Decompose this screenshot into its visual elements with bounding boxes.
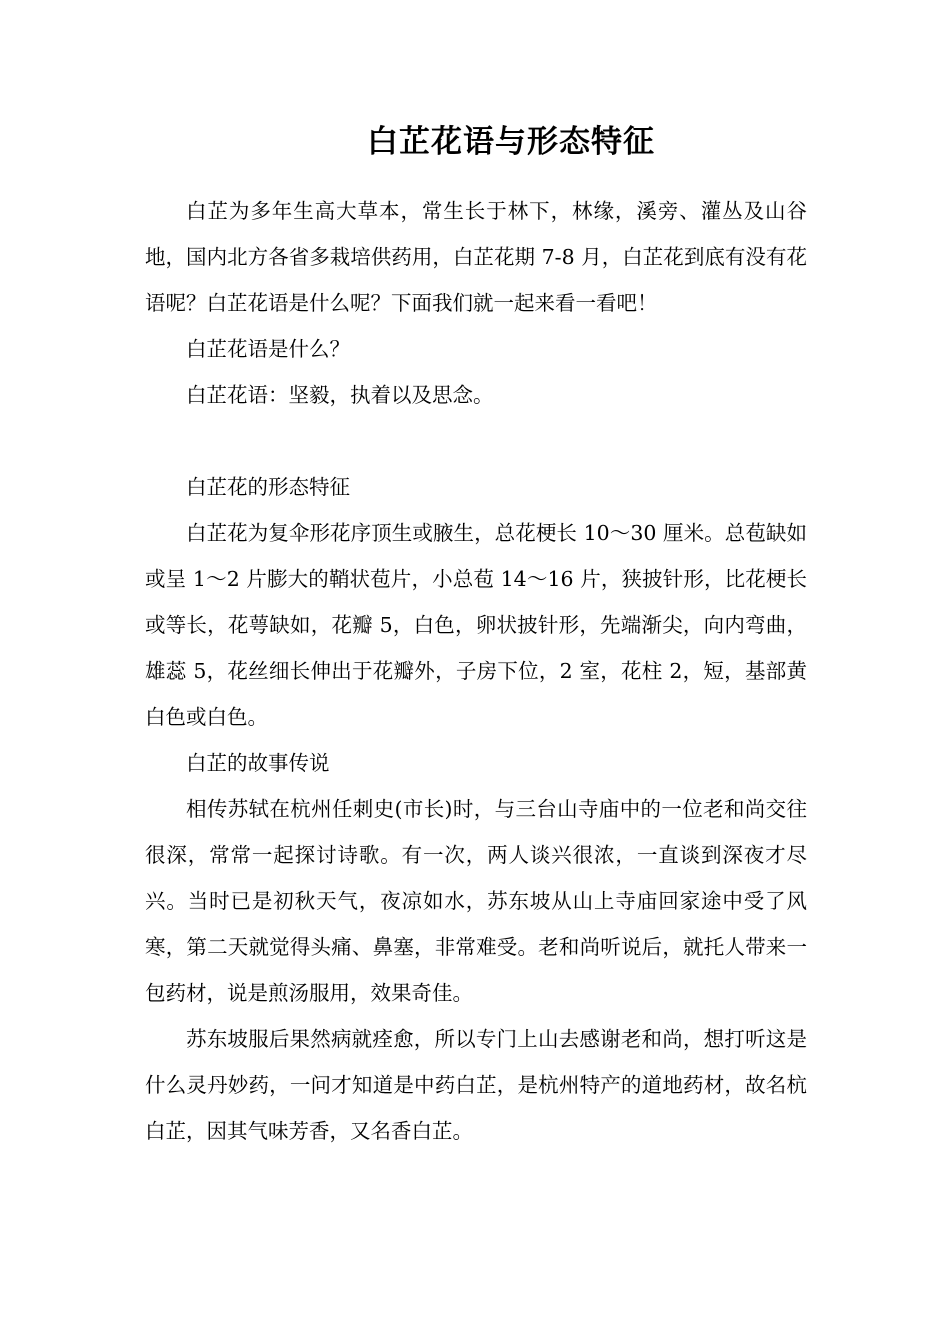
morphology-heading: 白芷花的形态特征 — [186, 475, 350, 499]
document-title: 白芷花语与形态特征 — [367, 124, 655, 160]
blank-line — [145, 418, 807, 464]
flower-language-answer: 白芷花语：坚毅，执着以及思念。 — [186, 383, 494, 407]
question-line: 白芷花语是什么？ — [186, 337, 350, 361]
document-body — [145, 118, 807, 1154]
legend-paragraph-2: 苏东坡服后果然病就痊愈，所以专门上山去感谢老和尚，想打听这是什么灵丹妙药，一问才知道是中药白芷，是杭州特产的道地药材，故名杭白芷，因其气味芳香，又名香白芷。 — [145, 1027, 807, 1143]
legend-heading: 白芷的故事传说 — [186, 751, 330, 775]
legend-paragraph-1: 相传苏轼在杭州任刺史(市长)时，与三台山寺庙中的一位老和尚交往很深，常常一起探讨诗歌。有一次，两人谈兴很浓，一直谈到深夜才尽兴。当时已是初秋天气，夜凉如水，苏东坡从山上寺庙回家途中受了风寒，第二天就觉得头痛、鼻塞，非常难受。老和尚听说后，就托人带来一包药材，说是煎汤服用，效果奇佳。 — [145, 797, 807, 1005]
intro-paragraph: 白芷为多年生高大草本，常生长于林下，林缘，溪旁、灌丛及山谷地，国内北方各省多栽培供药用，白芷花期 7-8 月，白芷花到底有没有花语呢？白芷花语是什么呢？下面我们就一起来看一看吧！ — [145, 199, 807, 315]
morphology-paragraph: 白芷花为复伞形花序顶生或腋生，总花梗长 10～30 厘米。总苞缺如或呈 1～2 片膨大的鞘状苞片，小总苞 14～16 片，狭披针形，比花梗长或等长，花萼缺如，花瓣 5，白色，卵状披针形，先端渐尖，向内弯曲，雄蕊 5，花丝细长伸出于花瓣外，子房下位，2 室，花柱 2，短，基部黄白色或白色。 — [145, 521, 807, 729]
